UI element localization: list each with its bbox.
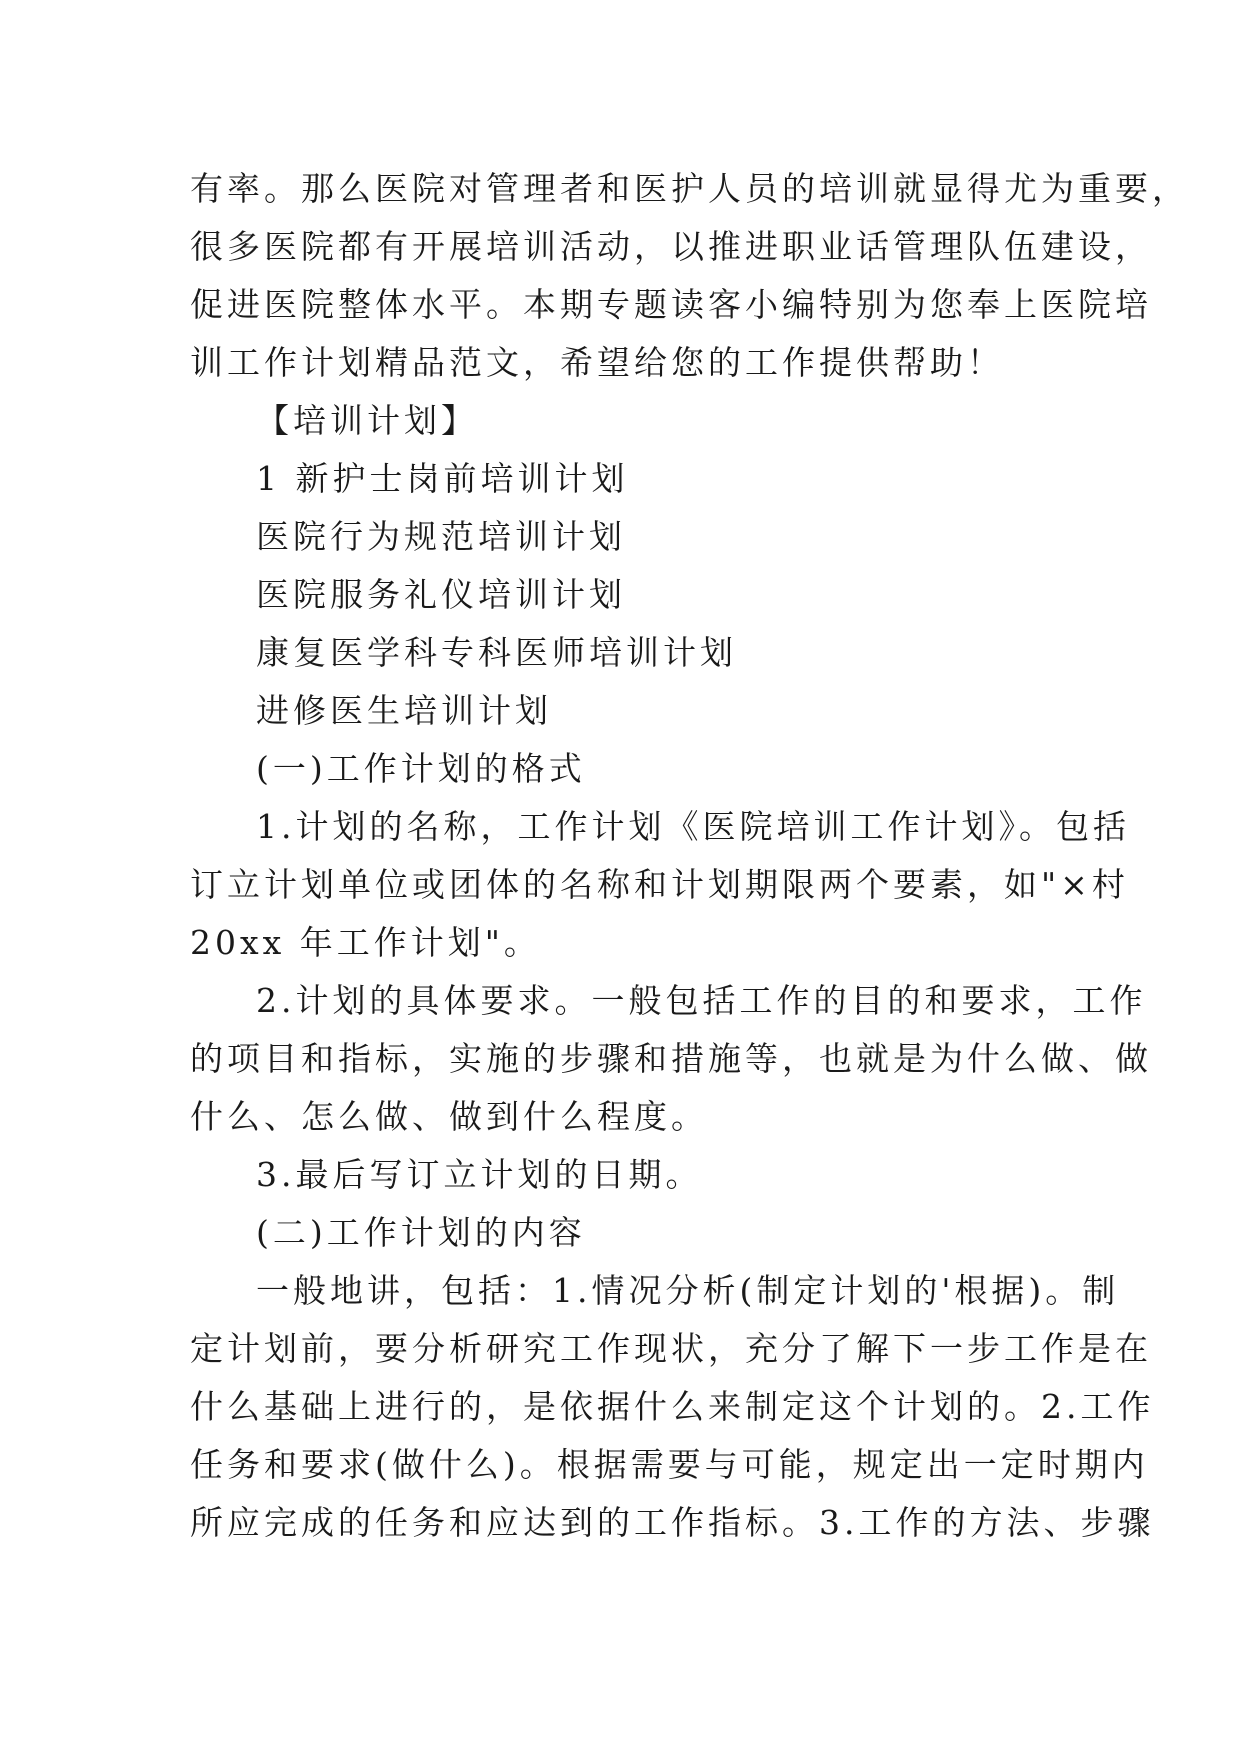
- text-line: 1.计划的名称，工作计划《医院培训工作计划》。包括: [256, 807, 1130, 846]
- section-heading: 【培训计划】: [256, 401, 478, 440]
- text-line: 促进医院整体水平。本期专题读客小编特别为您奉上医院培: [190, 285, 1152, 324]
- list-item: 进修医生培训计划: [256, 691, 552, 730]
- subsection-heading: (一)工作计划的格式: [256, 749, 586, 788]
- text-line: 训工作计划精品范文，希望给您的工作提供帮助！: [190, 343, 1004, 382]
- list-item: 1 新护士岗前培训计划: [256, 459, 629, 498]
- text-line: 的项目和指标，实施的步骤和措施等，也就是为什么做、做: [190, 1039, 1152, 1078]
- list-item: 医院行为规范培训计划: [256, 517, 626, 556]
- text-line: 一般地讲，包括：1.情况分析(制定计划的'根据)。制: [256, 1271, 1120, 1310]
- text-line: 20xx 年工作计划"。: [190, 923, 541, 962]
- text-line: 订立计划单位或团体的名称和计划期限两个要素，如"×村: [190, 865, 1129, 904]
- text-line: 3.最后写订立计划的日期。: [256, 1155, 703, 1194]
- text-line: 2.计划的具体要求。一般包括工作的目的和要求，工作: [256, 981, 1147, 1020]
- text-line: 有率。那么医院对管理者和医护人员的培训就显得尤为重要，: [190, 169, 1189, 208]
- document-body: [190, 160, 1189, 1552]
- list-item: 康复医学科专科医师培训计划: [256, 633, 737, 672]
- text-line: 任务和要求(做什么)。根据需要与可能，规定出一定时期内: [190, 1445, 1149, 1484]
- text-line: 什么、怎么做、做到什么程度。: [190, 1097, 708, 1136]
- text-line: 什么基础上进行的，是依据什么来制定这个计划的。2.工作: [190, 1387, 1155, 1426]
- list-item: 医院服务礼仪培训计划: [256, 575, 626, 614]
- text-line: 很多医院都有开展培训活动，以推进职业话管理队伍建设，: [190, 227, 1152, 266]
- text-line: 定计划前，要分析研究工作现状，充分了解下一步工作是在: [190, 1329, 1152, 1368]
- text-line: 所应完成的任务和应达到的工作指标。3.工作的方法、步骤: [190, 1503, 1155, 1542]
- subsection-heading: (二)工作计划的内容: [256, 1213, 586, 1252]
